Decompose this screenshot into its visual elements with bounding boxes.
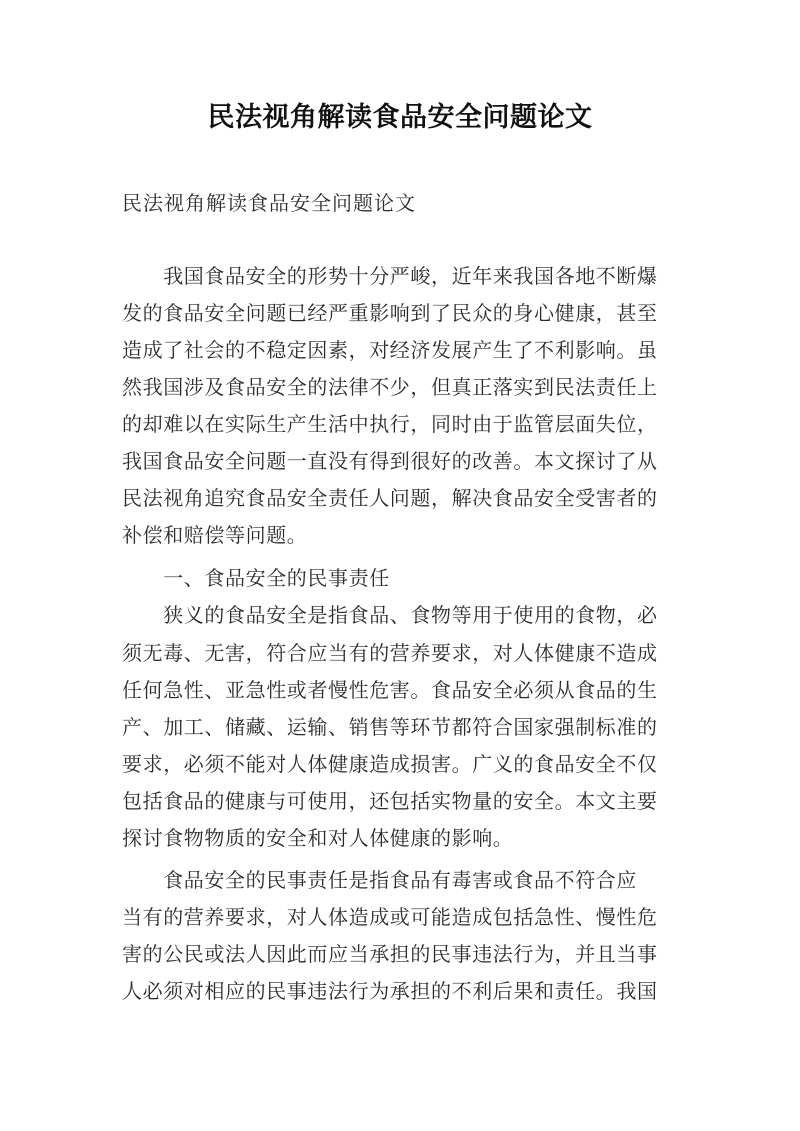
- paragraph-line: 害的公民或法人因此而应当承担的民事违法行为，并且当事: [122, 942, 658, 966]
- paragraph-line: 探讨食物物质的安全和对人体健康的影响。: [122, 826, 514, 850]
- document-title: 民法视角解读食品安全问题论文: [207, 102, 593, 133]
- paragraph-line: 任何急性、亚急性或者慢性危害。食品安全必须从食品的生: [122, 678, 658, 702]
- paragraph-line: 当有的营养要求，对人体造成或可能造成包括急性、慢性危: [122, 905, 658, 929]
- paragraph-line: 我国食品安全问题一直没有得到很好的改善。本文探讨了从: [122, 449, 658, 473]
- paragraph-line: 我国食品安全的形势十分严峻，近年来我国各地不断爆: [122, 264, 658, 288]
- paragraph-line: 民法视角追究食品安全责任人问题，解决食品安全受害者的: [122, 486, 658, 510]
- paragraph-line: 包括食品的健康与可使用，还包括实物量的安全。本文主要: [122, 789, 658, 813]
- paragraph-line: 产、加工、储藏、运输、销售等环节都符合国家强制标准的: [122, 715, 658, 739]
- paragraph-line: 然我国涉及食品安全的法律不少，但真正落实到民法责任上: [122, 375, 658, 399]
- paragraph-line: 的却难以在实际生产生活中执行，同时由于监管层面失位，: [122, 412, 658, 436]
- paragraph-line: 食品安全的民事责任是指食品有毒害或食品不符合应: [122, 868, 637, 892]
- paragraph-line: 人必须对相应的民事违法行为承担的不利后果和责任。我国: [122, 979, 658, 1003]
- document-subtitle: 民法视角解读食品安全问题论文: [122, 191, 416, 215]
- paragraph-line: 造成了社会的不稳定因素，对经济发展产生了不利影响。虽: [122, 338, 658, 362]
- paragraph-line: 补偿和赔偿等问题。: [122, 523, 308, 547]
- paragraph-line: 要求，必须不能对人体健康造成损害。广义的食品安全不仅: [122, 752, 658, 776]
- section-heading: 一、食品安全的民事责任: [122, 566, 390, 590]
- paragraph-line: 狭义的食品安全是指食品、食物等用于使用的食物，必: [122, 603, 658, 627]
- paragraph-line: 须无毒、无害，符合应当有的营养要求，对人体健康不造成: [122, 641, 658, 665]
- paragraph-line: 发的食品安全问题已经严重影响到了民众的身心健康，甚至: [122, 301, 658, 325]
